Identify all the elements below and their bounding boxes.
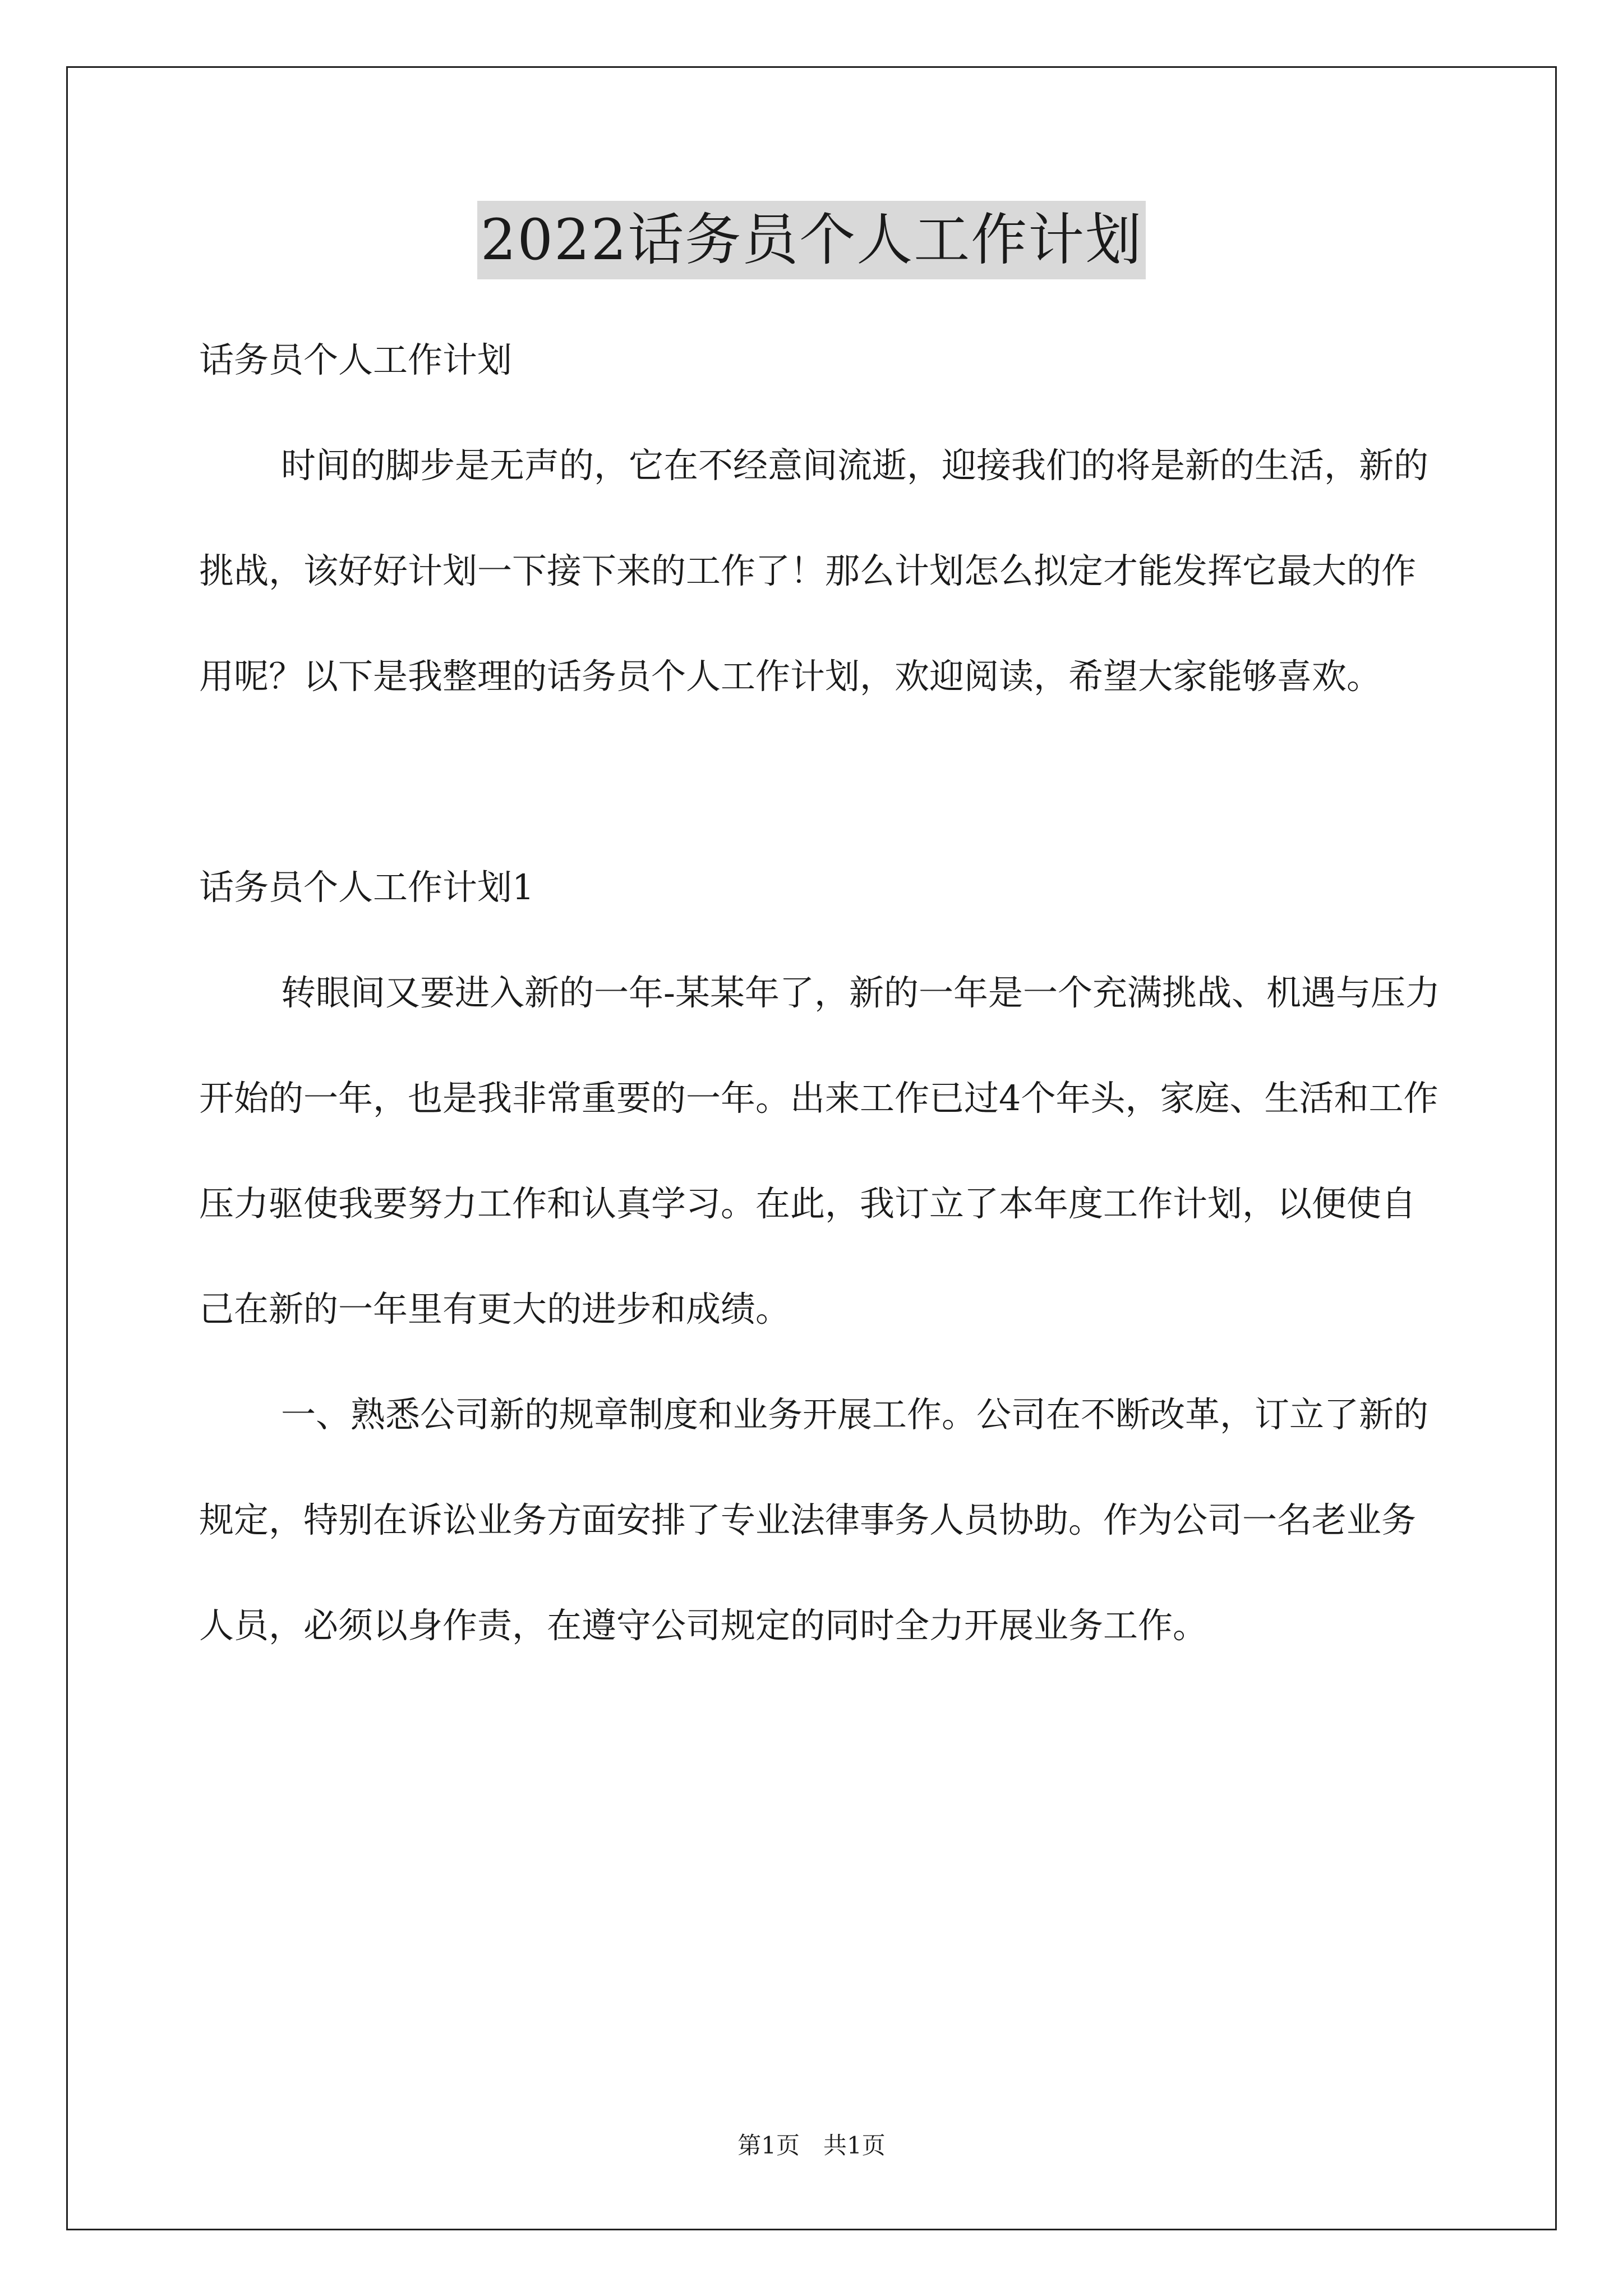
- section-heading: 话务员个人工作计划1: [199, 867, 534, 908]
- body-paragraph: 时间的脚步是无声的，它在不经意间流逝，迎接我们的将是新的生活，新的挑战，该好好计划一下接下来的工作了！那么计划怎么拟定才能发挥它最大的作用呢？以下是我整理的话务员个人工作计划，欢迎阅读，希望大家能够喜欢。: [199, 445, 1429, 697]
- body-paragraph: 一、熟悉公司新的规章制度和业务开展工作。公司在不断改革，订立了新的规定，特别在诉讼业务方面安排了专业法律事务人员协助。作为公司一名老业务人员，必须以身作责，在遵守公司规定的同时全力开展业务工作。: [199, 1394, 1429, 1646]
- body-paragraph: 转眼间又要进入新的一年-某某年了，新的一年是一个充满挑战、机遇与压力开始的一年，也是我非常重要的一年。出来工作已过4个年头，家庭、生活和工作压力驱使我要努力工作和认真学习。在此，我订立了本年度工作计划，以便使自己在新的一年里有更大的进步和成绩。: [199, 972, 1440, 1329]
- paragraph-spacer: [199, 729, 1444, 835]
- title-container: [0, 201, 1623, 279]
- section-heading: 话务员个人工作计划: [199, 339, 513, 380]
- document-body: [199, 307, 1444, 1678]
- page-footer: 第1页 共1页: [737, 2132, 886, 2159]
- document-title: 2022话务员个人工作计划: [477, 201, 1146, 279]
